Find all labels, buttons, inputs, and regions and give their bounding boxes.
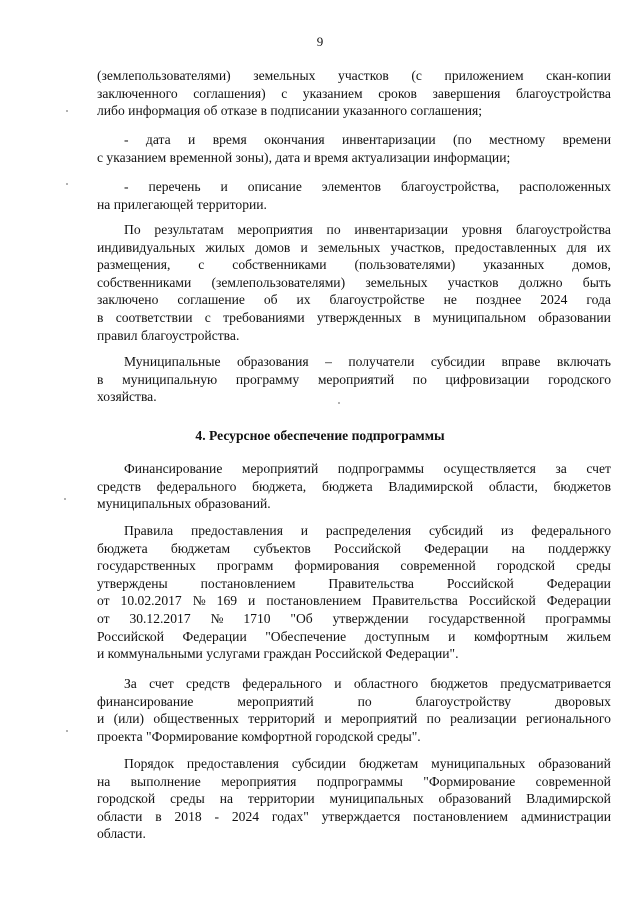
word: жилых: [205, 239, 245, 255]
word: распределения: [325, 523, 412, 538]
word: общественных: [153, 711, 239, 727]
word: от: [97, 610, 110, 626]
word: земельных: [253, 68, 316, 83]
word: бюджета: [321, 478, 373, 494]
word: время: [212, 132, 247, 147]
word: 1710: [243, 610, 271, 626]
text-line: [97, 773, 611, 791]
word: благоустройстве: [329, 292, 425, 308]
text-line: либо информация об отказе в подписании указанного соглашения;: [97, 103, 483, 119]
word: цифровизации: [445, 371, 530, 387]
word: образовании: [538, 309, 611, 325]
word: дата: [145, 132, 171, 147]
text-line: [97, 478, 611, 496]
word: подпрограммы: [337, 461, 424, 476]
word: должно: [518, 274, 563, 290]
word: расположенных: [519, 179, 611, 194]
text-line: [97, 239, 611, 257]
word: времени: [562, 132, 611, 147]
text-line: [97, 592, 611, 610]
word: земельных: [365, 274, 428, 290]
word: -: [214, 808, 220, 824]
word: №: [192, 593, 206, 609]
word: По: [124, 222, 141, 237]
word: и: [448, 628, 456, 644]
word: Федерации: [546, 575, 611, 591]
text-line: [97, 522, 611, 540]
word: и: [300, 239, 308, 255]
word: 169: [216, 593, 238, 609]
word: Федерации: [424, 540, 489, 556]
word: требованиями: [223, 309, 305, 325]
word: на: [219, 791, 233, 807]
paragraph-6: [97, 460, 611, 513]
word: Правительства: [372, 593, 458, 609]
word: уровня: [461, 222, 503, 237]
text-line: [97, 256, 611, 274]
word: (с: [411, 68, 422, 83]
word: постановлением: [413, 808, 509, 824]
word: территории: [247, 791, 315, 807]
word: мероприятий: [241, 461, 319, 476]
word: городской: [496, 558, 556, 574]
word: и: [188, 132, 196, 147]
word: в: [413, 309, 421, 325]
word: субсидии: [430, 354, 486, 369]
word: поддержку: [548, 540, 611, 556]
word: подпрограммы: [316, 773, 403, 789]
text-line: проекта "Формирование комфортной городской среды".: [97, 728, 421, 744]
word: Финансирование: [124, 461, 223, 476]
word: соглашение: [177, 292, 245, 308]
text-line: хозяйства.: [97, 389, 157, 405]
section-heading: 4. Ресурсное обеспечение подпрограммы: [195, 428, 445, 443]
word: муниципальных: [329, 791, 424, 807]
word: инвентаризации: [342, 132, 436, 147]
word: в: [97, 371, 104, 387]
scan-speck: [66, 183, 68, 185]
word: 2018: [174, 808, 202, 824]
word: -: [124, 179, 129, 194]
word: Федерации: [546, 593, 611, 609]
word: земельных: [318, 239, 381, 255]
word: соответствии: [115, 309, 193, 325]
word: городской: [97, 791, 156, 807]
word: утверждены: [97, 575, 168, 591]
scan-speck: [66, 730, 68, 732]
word: предоставленных: [454, 239, 557, 255]
word: благоустройства,: [400, 179, 500, 194]
word: муниципальных: [431, 756, 526, 771]
word: 2024: [231, 808, 260, 824]
word: с: [198, 257, 205, 273]
word: индивидуальных: [97, 239, 196, 255]
word: из: [500, 523, 514, 538]
word: областного: [353, 676, 419, 691]
word: участков: [447, 274, 499, 290]
text-line: [97, 790, 611, 808]
word: регионального: [525, 711, 611, 727]
word: №: [210, 610, 224, 626]
word: мероприятия: [221, 773, 297, 789]
word: муниципальную: [122, 371, 218, 387]
text-line: муниципальных образований.: [97, 496, 271, 512]
word: средств: [186, 676, 231, 691]
word: (по: [453, 132, 472, 147]
word: инвентаризации: [354, 222, 449, 237]
word: образований: [438, 791, 512, 807]
text-line: [97, 67, 611, 85]
word: на: [511, 540, 525, 556]
text-line: [97, 540, 611, 558]
word: в: [97, 309, 104, 325]
word: Правительства: [328, 575, 414, 591]
word: собственниками: [97, 274, 192, 290]
word: образований: [538, 756, 611, 771]
word: субъектов: [253, 540, 311, 556]
paragraph-7: [97, 522, 611, 663]
text-line: [97, 291, 611, 309]
word: утверждении: [332, 610, 409, 626]
word: мероприятий: [237, 693, 314, 709]
word: "Формирование: [423, 773, 516, 789]
word: благоустройства: [515, 222, 611, 237]
word: их: [596, 239, 611, 255]
word: средств: [97, 478, 141, 494]
word: современной: [535, 773, 611, 789]
word: (землепользователями): [97, 68, 231, 83]
word: участков,: [390, 239, 445, 255]
word: государственных: [97, 558, 196, 574]
text-line: [97, 274, 611, 292]
word: заключенного: [97, 85, 178, 101]
word: по: [357, 693, 372, 709]
word: Порядок: [124, 756, 174, 771]
word: бюджета,: [252, 478, 307, 494]
text-line: [97, 557, 611, 575]
paragraph-1: [97, 67, 611, 120]
word: приложением: [444, 68, 524, 83]
word: бюджетам: [358, 756, 419, 771]
paragraph-9: [97, 755, 611, 843]
word: формирования: [294, 558, 380, 574]
word: включать: [556, 354, 611, 369]
word: 2024: [540, 292, 568, 308]
word: утвержденных: [316, 309, 402, 325]
word: и: [97, 711, 105, 727]
word: администрации: [520, 808, 611, 824]
word: не: [443, 292, 457, 308]
word: -: [124, 132, 129, 147]
word: и: [248, 593, 256, 609]
word: и: [300, 523, 309, 538]
word: Муниципальные: [124, 354, 221, 369]
word: За: [124, 676, 137, 691]
text-line: [97, 693, 611, 711]
word: федерального: [531, 523, 611, 538]
word: вправе: [501, 354, 541, 369]
word: среды: [576, 558, 611, 574]
page-number: 9: [316, 34, 324, 49]
word: постановлением: [266, 593, 362, 609]
text-line: и коммунальными услугами граждан Российской Федерации".: [97, 646, 459, 662]
word: области,: [488, 478, 538, 494]
text-line: [97, 628, 611, 646]
text-line: [97, 371, 611, 389]
word: получатели: [348, 354, 415, 369]
word: Российской: [468, 593, 536, 609]
word: домов: [255, 239, 291, 255]
word: программы: [545, 610, 611, 626]
text-line: [97, 309, 611, 327]
word: 30.12.2017: [129, 610, 191, 626]
word: предоставления: [190, 523, 283, 538]
scan-speck: [338, 402, 340, 404]
word: их: [296, 292, 311, 308]
word: заключено: [97, 292, 159, 308]
word: бюджетов: [430, 676, 488, 691]
word: элементов: [321, 179, 382, 194]
word: года: [586, 292, 611, 308]
text-line: [97, 460, 611, 478]
word: Правила: [124, 523, 174, 538]
word: государственной: [428, 610, 526, 626]
word: мероприятий: [340, 711, 418, 727]
word: бюджетам: [170, 540, 231, 556]
scan-speck: [66, 110, 68, 112]
text-line: [97, 353, 611, 371]
word: предусматривается: [500, 676, 611, 691]
text-line: [97, 575, 611, 593]
word: субсидий: [428, 523, 484, 538]
word: завершения: [432, 85, 501, 101]
word: бюджетов: [553, 478, 611, 494]
word: перечень: [148, 179, 201, 194]
word: об: [263, 292, 278, 308]
word: с: [204, 309, 211, 325]
word: осуществляется: [443, 461, 536, 476]
word: федерального: [242, 676, 322, 691]
word: за: [555, 461, 567, 476]
paragraph-5: [97, 353, 611, 406]
text-line: [97, 85, 611, 103]
text-line: [97, 131, 611, 149]
word: и: [324, 711, 332, 727]
word: комфортным: [473, 628, 549, 644]
word: жильем: [566, 628, 611, 644]
text-line: [97, 675, 611, 693]
word: Владимирской: [388, 478, 474, 494]
text-line: [97, 221, 611, 239]
word: в: [155, 808, 162, 824]
word: Российской: [446, 575, 514, 591]
word: сроков: [378, 85, 417, 101]
word: федерального: [156, 478, 237, 494]
word: современной: [400, 558, 476, 574]
word: годах": [271, 808, 309, 824]
word: "Об: [290, 610, 313, 626]
word: городского: [548, 371, 611, 387]
text-line: [97, 808, 611, 826]
word: программ: [216, 558, 274, 574]
word: результатам: [154, 222, 224, 237]
word: территорий: [248, 711, 315, 727]
word: домов,: [572, 257, 611, 273]
paragraph-2: [97, 131, 611, 166]
word: указанных: [483, 257, 545, 273]
scan-speck: [64, 498, 66, 500]
word: области: [97, 808, 143, 824]
word: собственниками: [232, 257, 327, 273]
word: программу: [235, 371, 300, 387]
word: позднее: [475, 292, 522, 308]
word: утверждается: [321, 808, 401, 824]
text-line: области.: [97, 826, 146, 842]
word: скан-копии: [546, 68, 611, 83]
paragraph-8: [97, 675, 611, 745]
text-line: [97, 178, 611, 196]
text-line: с указанием временной зоны), дата и время актуализации информации;: [97, 149, 511, 165]
word: соглашения): [193, 85, 266, 101]
word: счет: [149, 676, 174, 691]
word: Российской: [97, 628, 164, 644]
word: мероприятия: [237, 222, 313, 237]
word: предоставления: [186, 756, 279, 771]
word: финансирование: [97, 693, 194, 709]
text-line: [97, 710, 611, 728]
word: дворовых: [554, 693, 611, 709]
paragraph-4: [97, 221, 611, 344]
word: местному: [489, 132, 546, 147]
word: доступным: [364, 628, 430, 644]
word: постановлением: [200, 575, 296, 591]
word: по: [426, 711, 441, 727]
word: для: [566, 239, 587, 255]
word: благоустройству: [415, 693, 512, 709]
word: и: [220, 179, 228, 194]
word: –: [325, 354, 332, 369]
word: и: [334, 676, 342, 691]
word: от: [97, 593, 110, 609]
word: на: [97, 773, 111, 789]
word: бюджета: [97, 540, 148, 556]
word: участков: [338, 68, 389, 83]
text-line: правил благоустройства.: [97, 327, 240, 343]
word: окончания: [264, 132, 325, 147]
word: мероприятий: [317, 371, 395, 387]
word: размещения,: [97, 257, 171, 273]
word: по: [412, 371, 427, 387]
word: Российской: [334, 540, 402, 556]
word: Федерации: [182, 628, 247, 644]
word: среды: [170, 791, 205, 807]
word: по: [326, 222, 341, 237]
paragraph-3: [97, 178, 611, 213]
word: Владимирской: [526, 791, 611, 807]
word: реализации: [450, 711, 517, 727]
word: "Обеспечение: [265, 628, 347, 644]
word: с: [281, 85, 288, 101]
word: муниципальном: [432, 309, 526, 325]
text-line: [97, 610, 611, 628]
word: описание: [247, 179, 302, 194]
word: образования: [236, 354, 309, 369]
text-line: [97, 755, 611, 773]
word: выполнение: [130, 773, 201, 789]
word: (пользователями): [354, 257, 456, 273]
word: счет: [586, 461, 611, 476]
word: быть: [582, 274, 611, 290]
word: (землепользователями): [211, 274, 346, 290]
text-line: на прилегающей территории.: [97, 196, 267, 212]
word: (или): [113, 711, 145, 727]
word: субсидии: [291, 756, 347, 771]
word: 10.02.2017: [120, 593, 182, 609]
word: указанием: [302, 85, 363, 101]
word: благоустройства: [515, 85, 611, 101]
